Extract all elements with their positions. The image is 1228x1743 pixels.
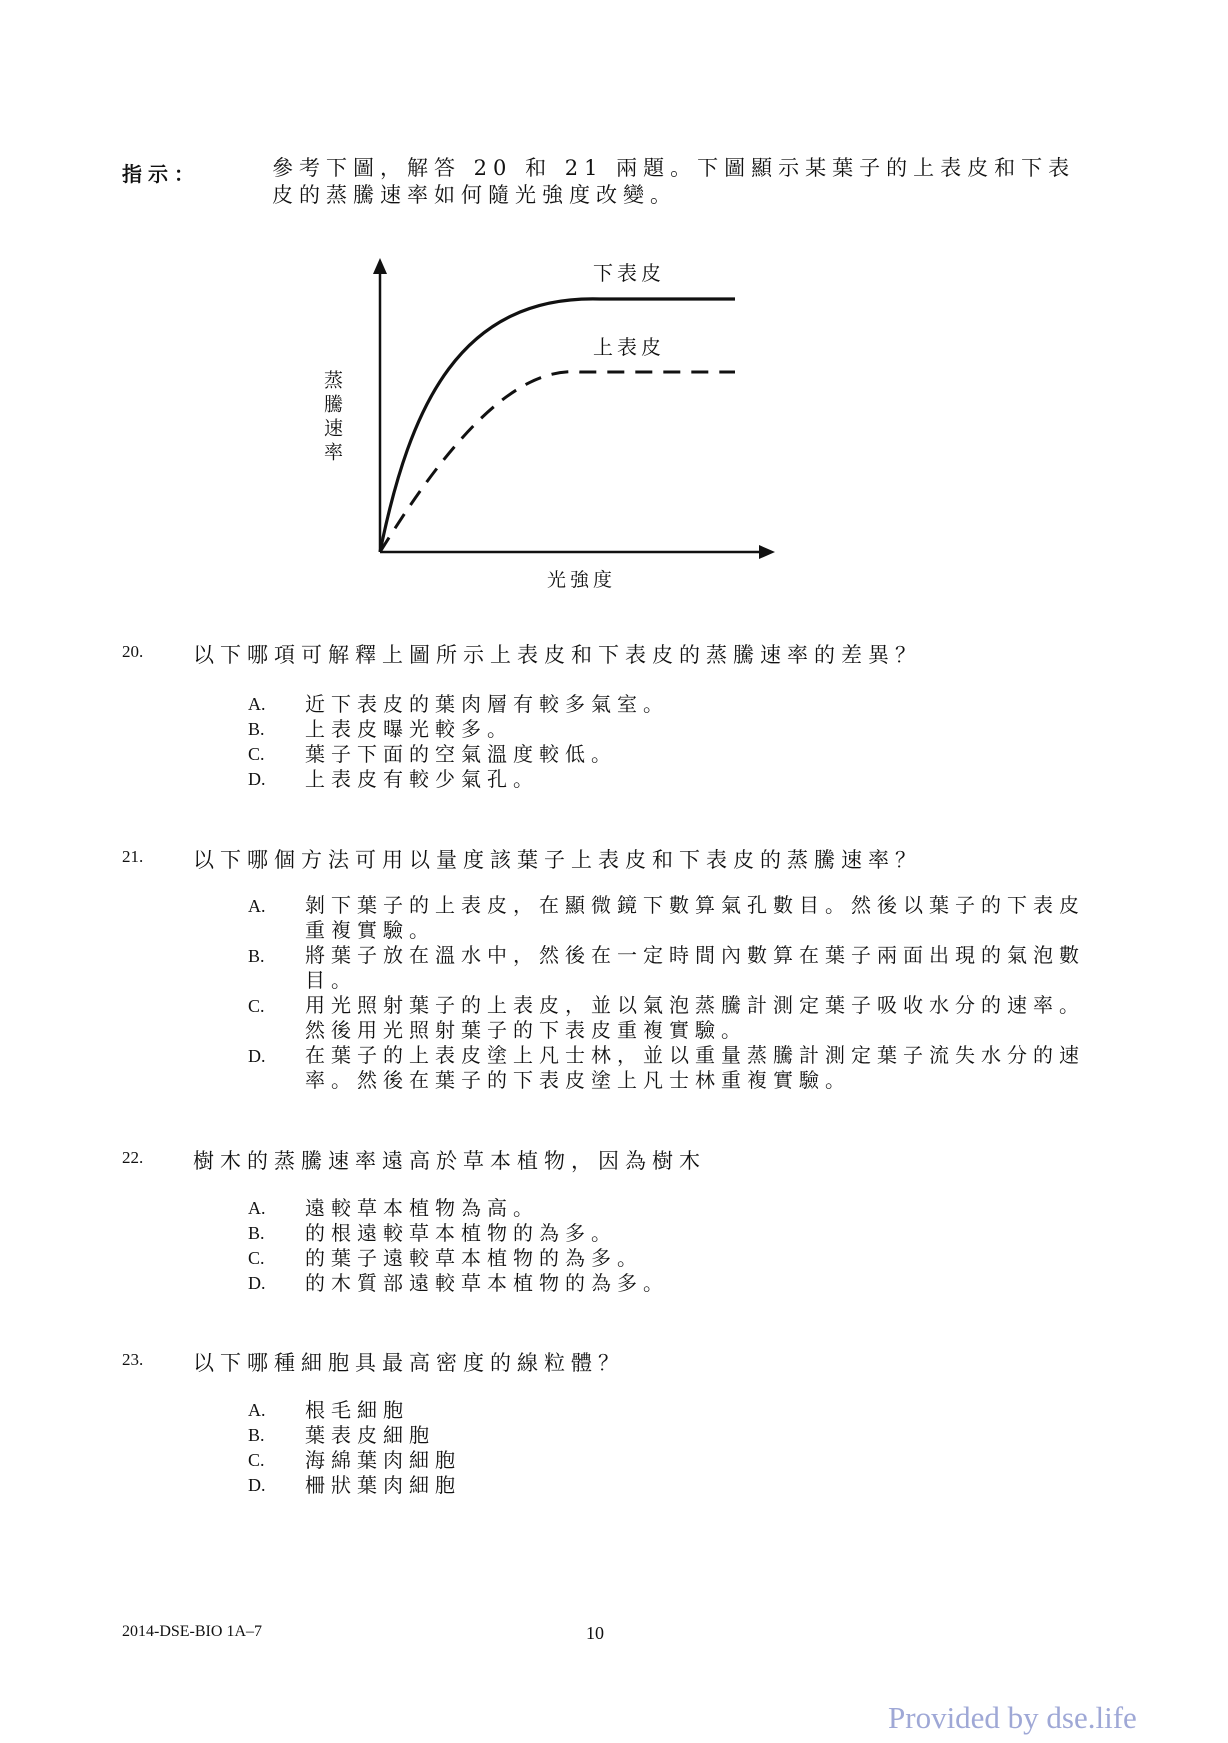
q20-option-b-letter: B. (248, 719, 265, 739)
q20-option-c-text: 葉子下面的空氣溫度較低。 (305, 742, 617, 766)
curve-upper-label: 上表皮 (593, 335, 665, 359)
y-axis-label: 蒸騰速率 (321, 370, 343, 466)
q21-option-d-letter: D. (248, 1046, 266, 1066)
q23-option-c-text: 海綿葉肉細胞 (305, 1448, 461, 1472)
q20-option-a-letter: A. (248, 694, 266, 714)
question-23-text: 以下哪種細胞具最高密度的線粒體？ (193, 1351, 625, 1375)
question-20-text: 以下哪項可解釋上圖所示上表皮和下表皮的蒸騰速率的差異？ (193, 643, 922, 667)
q21-option-b-text: 將葉子放在溫水中，然後在一定時間內數算在葉子兩面出現的氣泡數目。 (305, 943, 1085, 992)
q21-option-a-text: 剝下葉子的上表皮，在顯微鏡下數算氣孔數目。然後以葉子的下表皮重複實驗。 (305, 893, 1085, 942)
q23-option-b-text: 葉表皮細胞 (305, 1423, 435, 1447)
q22-option-b-letter: B. (248, 1223, 265, 1243)
question-22-text: 樹木的蒸騰速率遠高於草本植物，因為樹木 (193, 1149, 706, 1173)
q20-option-d-text: 上表皮有較少氣孔。 (305, 767, 539, 791)
q22-option-c-text: 的葉子遠較草本植物的為多。 (305, 1246, 643, 1270)
question-22-number: 22. (122, 1148, 144, 1167)
q23-option-d-letter: D. (248, 1475, 266, 1495)
q22-option-c-letter: C. (248, 1248, 265, 1268)
footer-paper-code: 2014-DSE-BIO 1A–7 (122, 1623, 262, 1640)
q20-option-c-letter: C. (248, 744, 265, 764)
q23-option-a-letter: A. (248, 1400, 266, 1420)
y-axis-arrow (373, 258, 387, 274)
q21-option-c-letter: C. (248, 996, 265, 1016)
lower-epidermis-curve (380, 299, 735, 552)
q20-option-d-letter: D. (248, 769, 266, 789)
q23-option-c-letter: C. (248, 1450, 265, 1470)
q21-option-d-text: 在葉子的上表皮塗上凡士林，並以重量蒸騰計測定葉子流失水分的速率。然後在葉子的下表皮塗上凡士林重複實驗。 (305, 1043, 1085, 1092)
x-axis-arrow (759, 545, 775, 559)
question-21-number: 21. (122, 847, 144, 866)
footer-page-number: 10 (586, 1623, 604, 1643)
q21-option-a-letter: A. (248, 896, 266, 916)
upper-epidermis-curve (380, 372, 735, 552)
q20-option-a-text: 近下表皮的葉肉層有較多氣室。 (305, 692, 669, 716)
q22-option-a-text: 遠較草本植物為高。 (305, 1196, 539, 1220)
transpiration-graph (300, 255, 800, 595)
q23-option-a-text: 根毛細胞 (305, 1398, 409, 1422)
question-23-number: 23. (122, 1350, 144, 1369)
q21-option-c-text: 用光照射葉子的上表皮，並以氣泡蒸騰計測定葉子吸收水分的速率。然後用光照射葉子的下表皮重複實驗。 (305, 993, 1085, 1042)
q23-option-b-letter: B. (248, 1425, 265, 1445)
graph-svg (300, 255, 800, 595)
instruction-text: 參考下圖，解答 20 和 21 兩題。下圖顯示某葉子的上表皮和下表皮的蒸騰速率如何隨光強度改變。 (272, 156, 1076, 207)
q20-option-b-text: 上表皮曝光較多。 (305, 717, 513, 741)
instruction-label: 指示： (122, 162, 200, 186)
q22-option-d-letter: D. (248, 1273, 266, 1293)
question-21-text: 以下哪個方法可用以量度該葉子上表皮和下表皮的蒸騰速率？ (193, 848, 922, 872)
q22-option-b-text: 的根遠較草本植物的為多。 (305, 1221, 617, 1245)
watermark-text: Provided by dse.life (888, 1700, 1137, 1735)
q21-option-b-letter: B. (248, 946, 265, 966)
x-axis-label: 光強度 (547, 569, 617, 591)
q22-option-a-letter: A. (248, 1198, 266, 1218)
curve-lower-label: 下表皮 (593, 261, 665, 285)
q23-option-d-text: 柵狀葉肉細胞 (305, 1473, 461, 1497)
q22-option-d-text: 的木質部遠較草本植物的為多。 (305, 1271, 669, 1295)
question-20-number: 20. (122, 642, 144, 661)
